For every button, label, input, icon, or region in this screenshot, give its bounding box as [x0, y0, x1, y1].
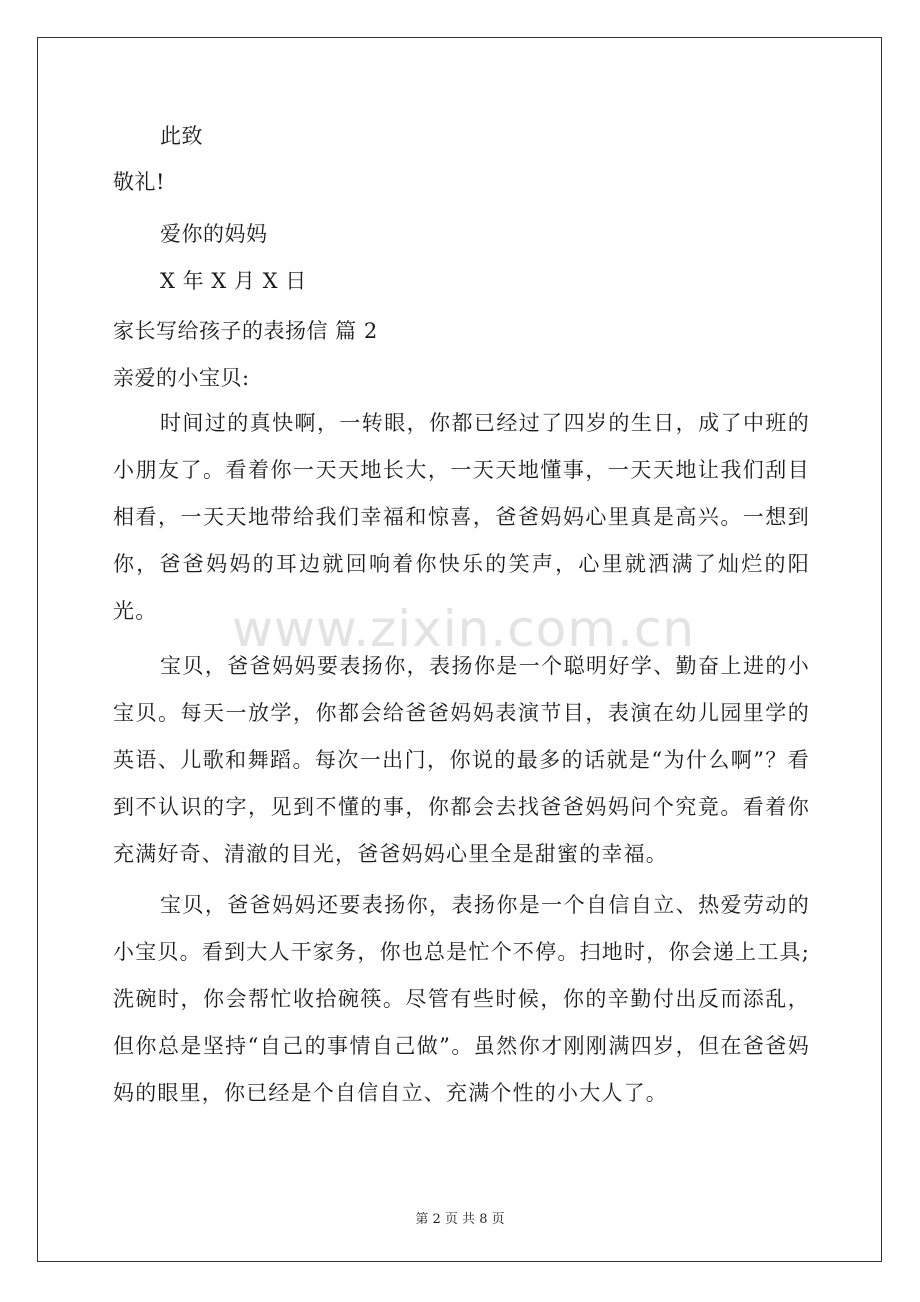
letter-title: 家长写给孩子的表扬信 篇 2: [113, 319, 378, 343]
paragraph: 宝贝，爸爸妈妈还要表扬你，表扬你是一个自信自立、热爱劳动的小宝贝。看到大人干家务，你也总是忙个不停。扫地时，你会递上工具;洗碗时，你会帮忙收拾碗筷。尽管有些时候，你的辛勤付出反而添乱，但你总是坚持“自己的事情自己做”。虽然你才刚刚满四岁，但在爸爸妈妈的眼里，你已经是个自信自立、充满个性的小大人了。: [113, 893, 810, 1105]
watermark: www.zixin.com.cn: [232, 600, 696, 658]
paragraph: 宝贝，爸爸妈妈要表扬你，表扬你是一个聪明好学、勤奋上进的小宝贝。每天一放学，你都会给爸爸妈妈表演节目，表演在幼儿园里学的英语、儿歌和舞蹈。每次一出门，你说的最多的话就是“为什么啊”？看到不认识的字，见到不懂的事，你都会去找爸爸妈妈问个究竟。看着你充满好奇、清澈的目光，爸爸妈妈心里全是甜蜜的幸福。: [113, 654, 810, 866]
signature: 爱你的妈妈: [160, 222, 268, 246]
page-number: 第 2 页 共 8 页: [415, 1212, 505, 1227]
letter-date: X 年 X 月 X 日: [160, 269, 307, 293]
letter-greeting: 亲爱的小宝贝:: [113, 366, 250, 390]
paragraph: 时间过的真快啊，一转眼，你都已经过了四岁的生日，成了中班的小朋友了。看着你一天天地长大，一天天地懂事，一天天地让我们刮目相看，一天天地带给我们幸福和惊喜，爸爸妈妈心里真是高兴。一想到你，爸爸妈妈的耳边就回响着你快乐的笑声，心里就洒满了灿烂的阳光。: [113, 411, 810, 623]
closing-salutation: 此致: [160, 124, 203, 148]
closing-regards: 敬礼!: [113, 170, 165, 194]
